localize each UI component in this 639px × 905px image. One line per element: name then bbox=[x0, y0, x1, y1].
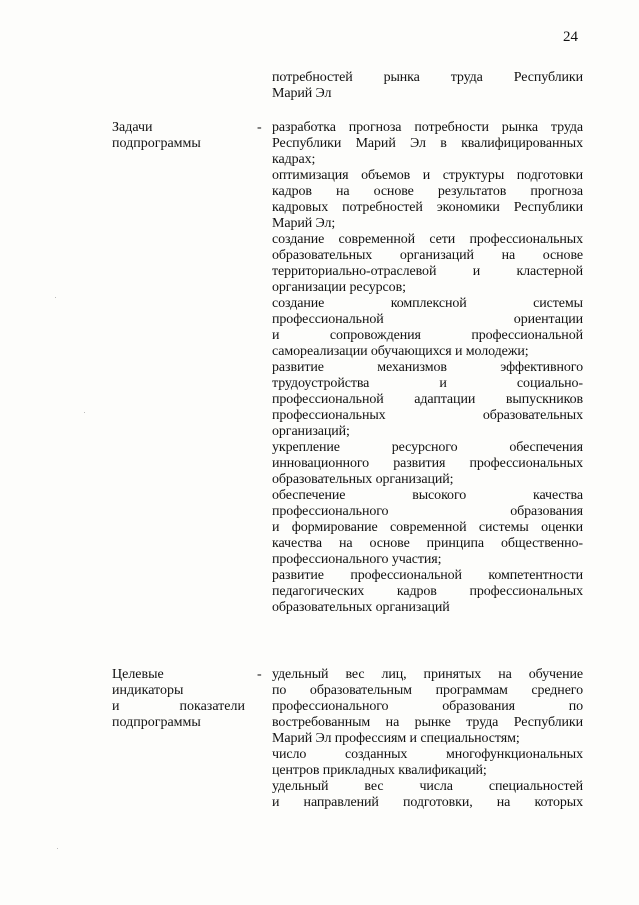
text-line: Задачи bbox=[112, 120, 153, 135]
text-line: самореализации обучающихся и молодежи; bbox=[272, 344, 529, 359]
text-line: индикаторы bbox=[112, 683, 184, 698]
text-line: Марий Эл bbox=[272, 86, 332, 101]
text-line: территориально-отраслевой и кластерной bbox=[272, 264, 583, 279]
text-line: профессионального образования bbox=[272, 504, 583, 519]
text-line: кадрах; bbox=[272, 152, 316, 167]
text-line: развитие механизмов эффективного bbox=[272, 360, 583, 375]
text-line: укрепление ресурсного обеспечения bbox=[272, 440, 583, 455]
indicators-dash: - bbox=[257, 667, 262, 682]
page-number: 24 bbox=[563, 29, 578, 45]
text-line: разработка прогноза потребности рынка труда bbox=[272, 120, 583, 135]
text-line: кадровых потребностей экономики Республики bbox=[272, 200, 583, 215]
text-line: педагогических кадров профессиональных bbox=[272, 584, 583, 599]
text-line: организации ресурсов; bbox=[272, 280, 406, 295]
text-line: образовательных организаций на основе bbox=[272, 248, 583, 263]
text-line: и сопровождения профессиональной bbox=[272, 328, 583, 343]
text-line: инновационного развития профессиональных bbox=[272, 456, 583, 471]
text-line: профессиональной ориентации bbox=[272, 312, 583, 327]
scan-speck bbox=[55, 297, 56, 298]
text-line: оптимизация объемов и структуры подготовки bbox=[272, 168, 583, 183]
text-line: удельный вес числа специальностей bbox=[272, 779, 583, 794]
tasks-dash: - bbox=[257, 120, 262, 135]
text-line: профессионального участия; bbox=[272, 552, 442, 567]
text-line: профессиональных образовательных bbox=[272, 408, 583, 423]
text-line: качества на основе принципа общественно- bbox=[272, 536, 583, 551]
text-line: Марий Эл; bbox=[272, 216, 336, 231]
text-line: профессиональной адаптации выпускников bbox=[272, 392, 583, 407]
text-line: подпрограммы bbox=[112, 715, 201, 730]
text-line: центров прикладных квалификаций; bbox=[272, 763, 487, 778]
text-line: востребованным на рынке труда Республики bbox=[272, 715, 583, 730]
text-line: и формирование современной системы оценки bbox=[272, 520, 583, 535]
text-line: трудоустройства и социально- bbox=[272, 376, 583, 391]
text-line: Целевые bbox=[112, 667, 164, 682]
text-line: профессионального образования по bbox=[272, 699, 583, 714]
text-line: и направлений подготовки, на которых bbox=[272, 795, 583, 810]
text-line: обеспечение высокого качества bbox=[272, 488, 583, 503]
text-line: подпрограммы bbox=[112, 136, 201, 151]
text-line: создание современной сети профессиональных bbox=[272, 232, 583, 247]
text-line: образовательных организаций; bbox=[272, 472, 454, 487]
text-line: удельный вес лиц, принятых на обучение bbox=[272, 667, 583, 682]
text-line: Республики Марий Эл в квалифицированных bbox=[272, 136, 583, 151]
tasks-label bbox=[112, 120, 245, 152]
lead-continuation-text bbox=[272, 70, 583, 102]
text-line: развитие профессиональной компетентности bbox=[272, 568, 583, 583]
scan-speck bbox=[57, 848, 58, 849]
scan-speck bbox=[84, 412, 85, 413]
text-line: создание комплексной системы bbox=[272, 296, 583, 311]
text-line: Марий Эл профессиям и специальностям; bbox=[272, 731, 520, 746]
text-line: и показатели bbox=[112, 699, 245, 714]
text-line: потребностей рынка труда Республики bbox=[272, 70, 583, 85]
text-line: образовательных организаций bbox=[272, 600, 450, 615]
indicators-label bbox=[112, 667, 245, 731]
indicators-text bbox=[272, 667, 583, 811]
text-line: организаций; bbox=[272, 424, 350, 439]
text-line: число созданных многофункциональных bbox=[272, 747, 583, 762]
text-line: по образовательным программам среднего bbox=[272, 683, 583, 698]
text-line: кадров на основе результатов прогноза bbox=[272, 184, 583, 199]
tasks-text bbox=[272, 120, 583, 616]
